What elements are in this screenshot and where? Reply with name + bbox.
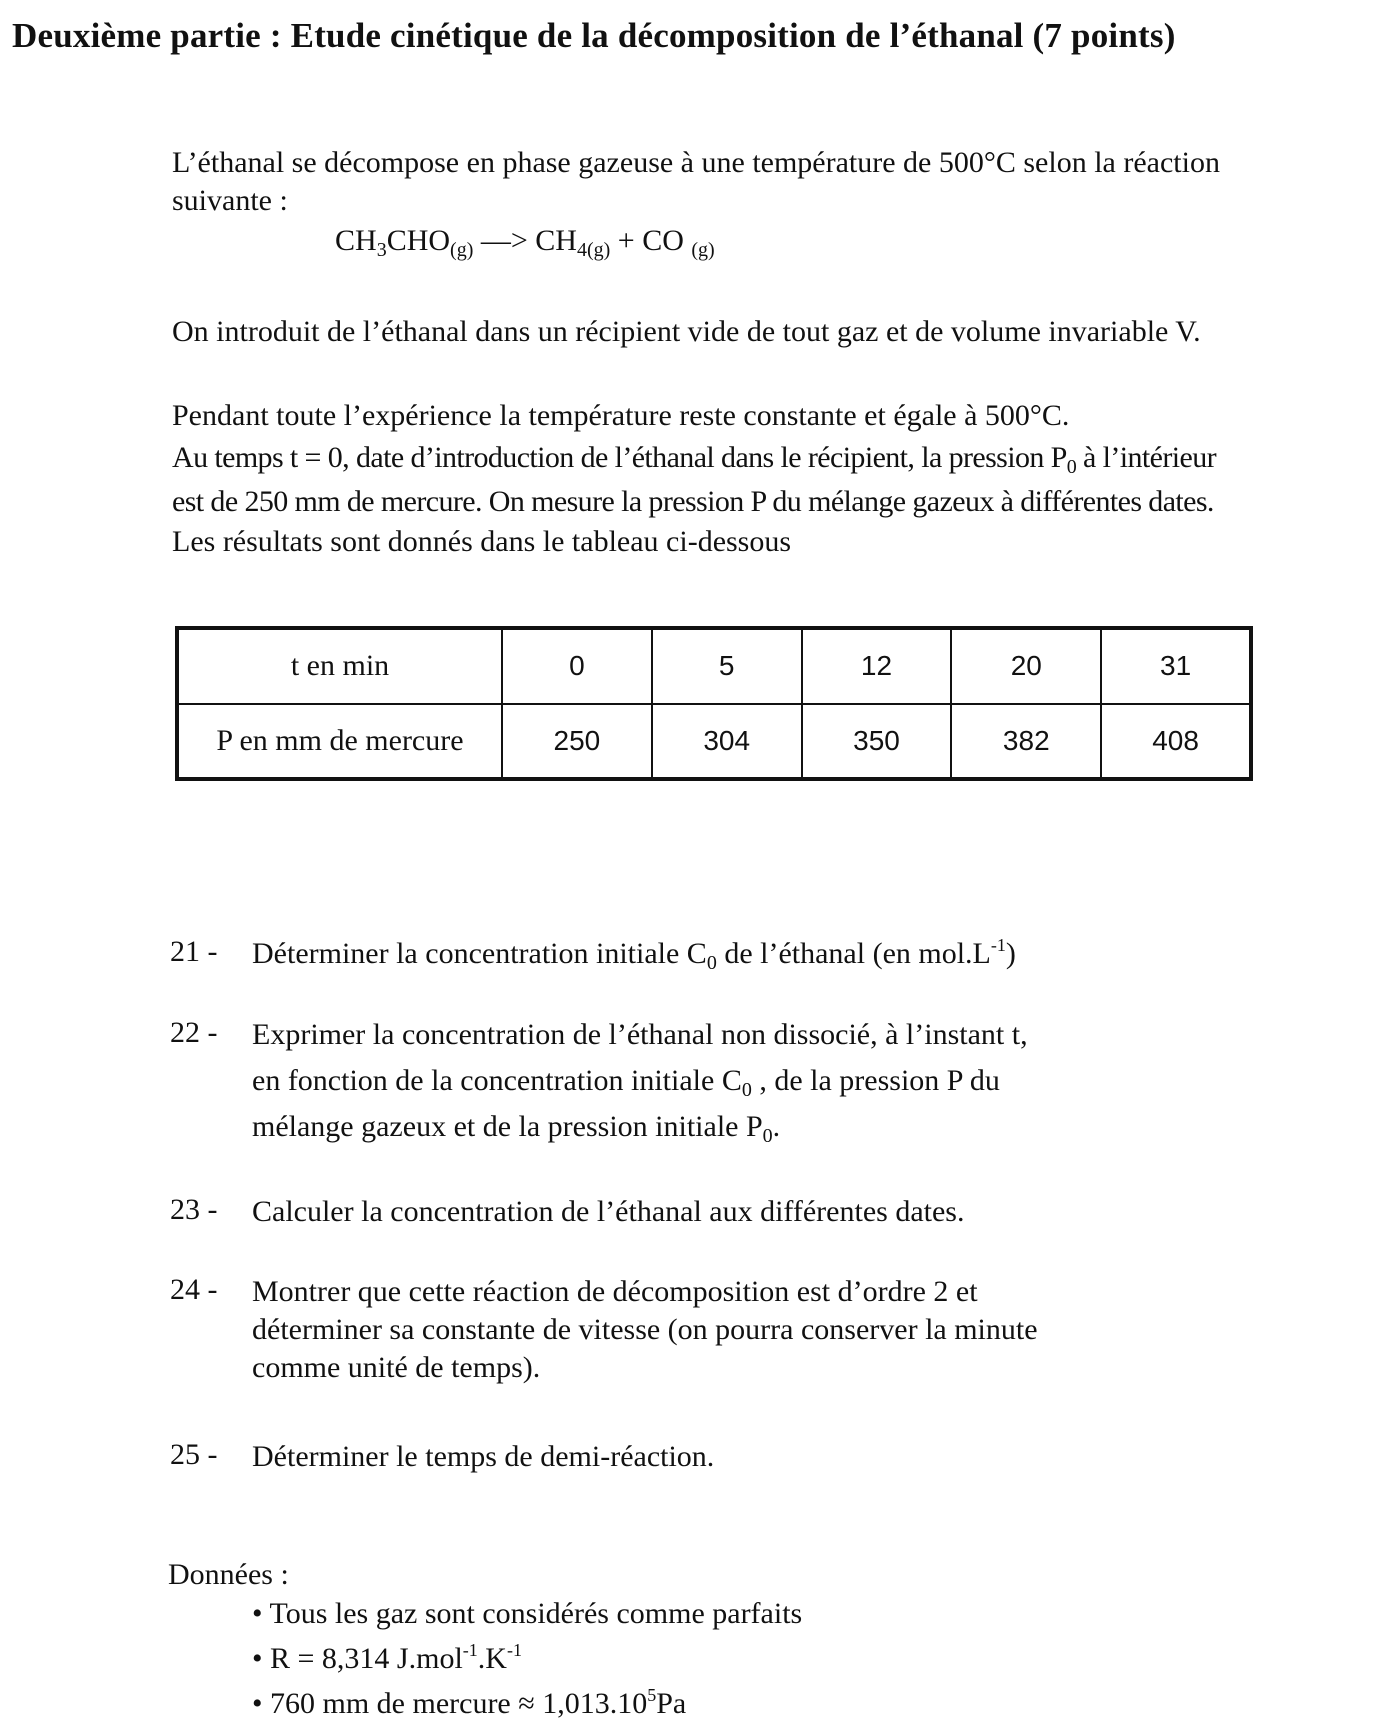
results-table bbox=[175, 626, 1253, 781]
table-cell-p: 304 bbox=[652, 704, 802, 780]
table-header-time: t en min bbox=[177, 628, 502, 704]
intro-line-2: suivante : bbox=[172, 184, 288, 217]
question-22-line-2 bbox=[252, 1058, 1000, 1104]
eq-arrow: —> bbox=[473, 224, 536, 257]
para-temp-line-2b: à l’intérieur bbox=[1076, 441, 1217, 474]
table-cell-t: 0 bbox=[502, 628, 652, 704]
donnees-item-pressure bbox=[252, 1687, 686, 1721]
q22-line3-a: mélange gazeux et de la pression initiale P bbox=[252, 1110, 763, 1143]
para-temp-line-3: est de 250 mm de mercure. On mesure la pression P du mélange gazeux à différentes dates. bbox=[172, 485, 1214, 518]
q22-p0-sub: 0 bbox=[762, 1125, 773, 1147]
question-22-line-1: Exprimer la concentration de l’éthanal non dissocié, à l’instant t, bbox=[252, 1018, 1028, 1051]
question-22-number: 22 - bbox=[170, 1016, 218, 1049]
eq-reactant-sub: 3 bbox=[376, 239, 387, 261]
chemical-equation bbox=[335, 224, 715, 261]
eq-product2-state: (g) bbox=[691, 239, 715, 261]
para-temp-line-2a: Au temps t = 0, date d’introduction de l’éthanal dans le récipient, la pression P bbox=[172, 441, 1067, 474]
question-21-number: 21 - bbox=[170, 935, 218, 968]
intro-line-1: L’éthanal se décompose en phase gazeuse à une température de 500°C selon la réaction bbox=[172, 146, 1220, 179]
question-25-number: 25 - bbox=[170, 1438, 218, 1471]
table-cell-p: 408 bbox=[1101, 704, 1251, 780]
table-row-time bbox=[177, 628, 1251, 704]
para-temp-line-1: Pendant toute l’expérience la température reste constante et égale à 500°C. bbox=[172, 399, 1070, 432]
table-cell-t: 20 bbox=[951, 628, 1101, 704]
question-24-line-2: déterminer sa constante de vitesse (on pourra conserver la minute bbox=[252, 1313, 1038, 1346]
table-cell-t: 5 bbox=[652, 628, 802, 704]
table-row-pressure bbox=[177, 704, 1251, 780]
q21-sup: -1 bbox=[990, 935, 1006, 955]
q22-c0-sub: 0 bbox=[741, 1079, 752, 1101]
eq-reactant-state: (g) bbox=[450, 239, 474, 261]
q21-c0-sub: 0 bbox=[706, 952, 717, 974]
pressure-sup: 5 bbox=[647, 1685, 657, 1705]
eq-product1: CH bbox=[535, 224, 577, 257]
q21-text-c: ) bbox=[1005, 937, 1016, 970]
page-title: Deuxième partie : Etude cinétique de la décomposition de l’éthanal (7 points) bbox=[12, 16, 1176, 55]
q21-text-a: Déterminer la concentration initiale C bbox=[252, 937, 707, 970]
table-cell-t: 12 bbox=[802, 628, 952, 704]
r-sup-1: -1 bbox=[462, 1640, 478, 1660]
question-23-text: Calculer la concentration de l’éthanal aux différentes dates. bbox=[252, 1195, 965, 1228]
p0-sub: 0 bbox=[1066, 456, 1077, 478]
question-24-line-1: Montrer que cette réaction de décomposition est d’ordre 2 et bbox=[252, 1275, 978, 1308]
r-text-b: .K bbox=[477, 1642, 507, 1675]
q22-line3-b: . bbox=[772, 1110, 781, 1143]
eq-reactant-rest: CHO bbox=[386, 224, 451, 257]
question-24-number: 24 - bbox=[170, 1273, 218, 1306]
question-23-number: 23 - bbox=[170, 1193, 218, 1226]
q22-line2-a: en fonction de la concentration initiale C bbox=[252, 1064, 742, 1097]
donnees-heading: Données : bbox=[168, 1558, 289, 1591]
table-header-pressure: P en mm de mercure bbox=[177, 704, 502, 780]
question-22-line-3 bbox=[252, 1104, 780, 1150]
r-text-a: • R = 8,314 J.mol bbox=[252, 1642, 463, 1675]
donnees-item-r bbox=[252, 1642, 522, 1676]
para-volume: On introduit de l’éthanal dans un récipient vide de tout gaz et de volume invariable V. bbox=[172, 315, 1201, 348]
eq-plus: + CO bbox=[610, 224, 692, 257]
r-sup-2: -1 bbox=[506, 1640, 522, 1660]
para-temp-line-2 bbox=[172, 439, 1216, 477]
table-cell-p: 350 bbox=[802, 704, 952, 780]
question-24-line-3: comme unité de temps). bbox=[252, 1351, 541, 1384]
para-temp-line-4: Les résultats sont donnés dans le tableau ci-dessous bbox=[172, 525, 792, 558]
question-25-text: Déterminer le temps de demi-réaction. bbox=[252, 1440, 715, 1473]
donnees-item-gases: • Tous les gaz sont considérés comme parfaits bbox=[252, 1597, 803, 1630]
table-cell-p: 382 bbox=[951, 704, 1101, 780]
question-21-text bbox=[252, 931, 1016, 977]
pressure-text-a: • 760 mm de mercure ≈ 1,013.10 bbox=[252, 1687, 648, 1720]
q21-text-b: de l’éthanal (en mol.L bbox=[716, 937, 991, 970]
eq-product1-sub: 4(g) bbox=[576, 239, 611, 261]
table-cell-p: 250 bbox=[502, 704, 652, 780]
table-cell-t: 31 bbox=[1101, 628, 1251, 704]
pressure-text-b: Pa bbox=[656, 1687, 687, 1720]
eq-reactant: CH bbox=[335, 224, 377, 257]
q22-line2-b: , de la pression P du bbox=[751, 1064, 1000, 1097]
